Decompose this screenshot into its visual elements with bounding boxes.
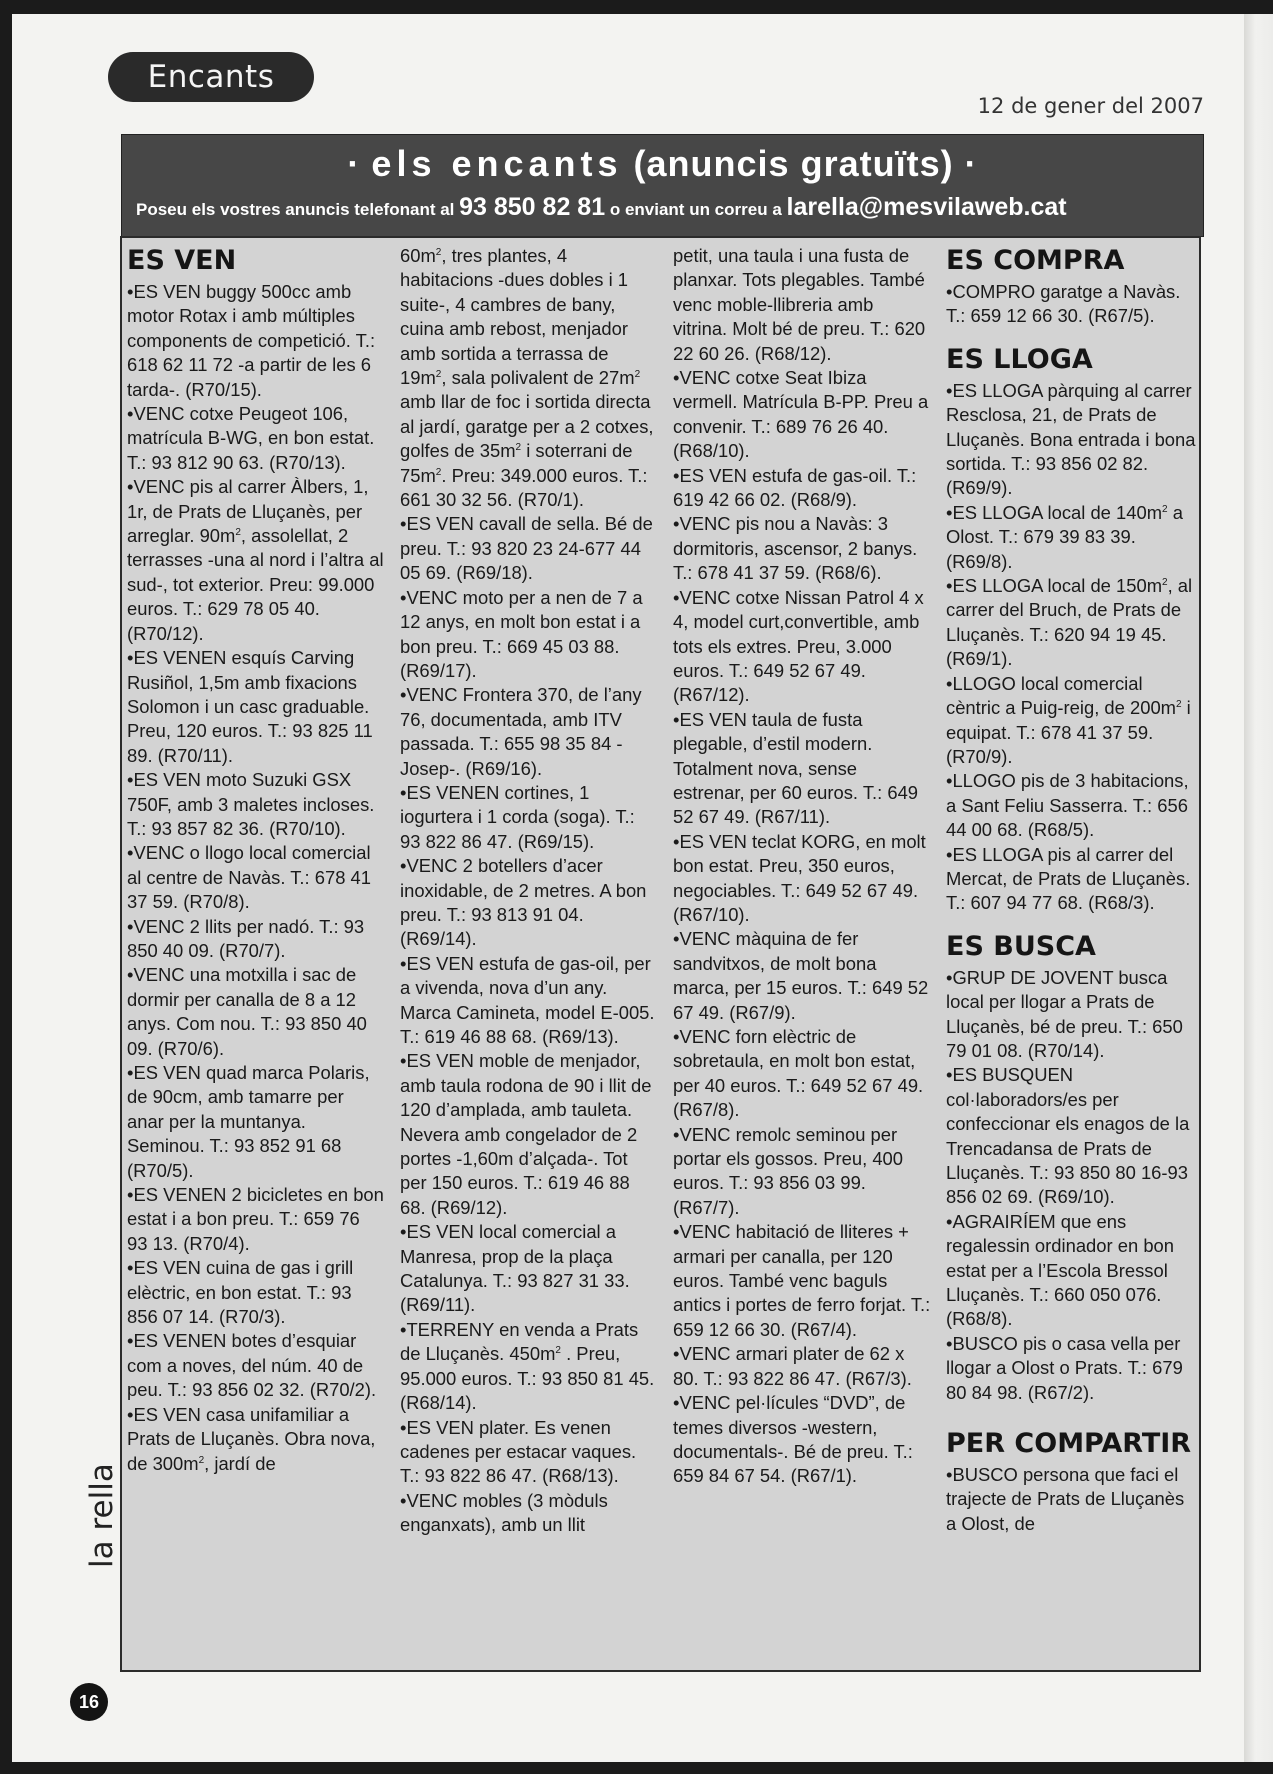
- classified-ad: •GRUP DE JOVENT busca local per llogar a Prats de Lluçanès, bé de preu. T.: 650 79 01 08. (R70/14).: [946, 966, 1183, 1061]
- banner-email: larella@mesvilaweb.cat: [786, 193, 1067, 221]
- classifieds-banner: [121, 134, 1204, 237]
- column-1: [127, 244, 385, 1476]
- classified-ad: •ES LLOGA pis al carrer del Mercat, de Prats de Lluçanès. T.: 607 94 77 68. (R68/3).: [946, 843, 1191, 914]
- ads-list: [127, 280, 385, 1476]
- classified-ad: •ES VEN estufa de gas-oil. T.: 619 42 66 02. (R68/9).: [673, 464, 917, 511]
- classified-ad: •ES LLOGA local de $140m^2$ a Olost. T.: 679 39 83 39. (R69/8).: [946, 501, 1183, 572]
- ads-list: [673, 244, 931, 1489]
- classified-ad: •VENC remolc seminou per portar els gossos. Preu, 400 euros. T.: 93 856 03 99. (R67/7).: [673, 1123, 904, 1218]
- classified-ad: •ES VENEN 2 bicicletes en bon estat i a bon preu. T.: 659 76 93 13. (R70/4).: [127, 1184, 384, 1254]
- classified-ad: •VENC pel·lícules “DVD”, de temes diversos -western, documentals-. Bé de preu. T.: 659 84 67 54. (R67/1).: [673, 1392, 913, 1487]
- ads-list: [400, 244, 658, 1538]
- classified-ad: •VENC màquina de fer sandvitxos, de molt bona marca, per 15 euros. T.: 649 52 67 49. (R67/9).: [673, 928, 929, 1023]
- heading-es-compra: ES COMPRA: [946, 245, 1125, 276]
- banner-phone: 93 850 82 81: [459, 193, 606, 221]
- classified-ad: •ES VENEN botes d’esquiar com a noves, del núm. 40 de peu. T.: 93 856 02 32. (R70/2).: [127, 1330, 377, 1401]
- page-spine: [1244, 14, 1273, 1762]
- classified-ad: •ES VEN plater. Es venen cadenes per estacar vaques. T.: 93 822 86 47. (R68/13).: [400, 1416, 637, 1487]
- classified-ad: •VENC moto per a nen de 7 a 12 anys, en molt bon estat i a bon preu. T.: 669 45 03 88. (R69/17).: [400, 586, 643, 681]
- classified-ad: •VENC 2 llits per nadó. T.: 93 850 40 09. (R70/7).: [127, 915, 365, 961]
- classified-ad: •BUSCO persona que faci el trajecte de Prats de Lluçanès a Olost, de: [946, 1464, 1185, 1534]
- page-number: 16: [70, 1683, 108, 1721]
- classified-ad: •VENC mobles (3 mòduls enganxats), amb un llit: [400, 1489, 608, 1536]
- classified-ad: •VENC Frontera 370, de l’any 76, documentada, amb ITV passada. T.: 655 98 35 84 -Josep-. (R69/16).: [400, 684, 642, 779]
- ads-list: [946, 1463, 1198, 1536]
- classified-ad: •ES VENEN esquís Carving Rusiñol, 1,5m amb fixacions Solomon i un casc graduable. Preu, 120 euros. T.: 93 825 11 89. (R70/11).: [127, 647, 373, 766]
- classified-ad: •ES BUSQUEN col·laboradors/es per confeccionar els enagos de la Trencadansa de Prats de Lluçanès. T.: 93 850 80 16-93 856 02 69. (R69/10).: [946, 1064, 1190, 1208]
- classified-ad: •ES VEN local comercial a Manresa, prop de la plaça Catalunya. T.: 93 827 31 33. (R69/11).: [400, 1221, 630, 1316]
- classified-ad: •VENC 2 botellers d’acer inoxidable, de 2 metres. A bon preu. T.: 93 813 91 04. (R69/14).: [400, 855, 647, 950]
- classified-ad: •ES VEN teclat KORG, en molt bon estat. Preu, 350 euros, negociables. T.: 649 52 67 49. (R67/10).: [673, 830, 926, 925]
- heading-per-compartir: PER COMPARTIR: [946, 1428, 1192, 1460]
- classified-ad: •ES VENEN cortines, 1 iogurtera i 1 corda (soga). T.: 93 822 86 47. (R69/15).: [400, 781, 635, 852]
- ads-list: [946, 379, 1198, 916]
- classified-ad: •VENC cotxe Seat Ibiza vermell. Matrícula B-PP. Preu a convenir. T.: 689 76 26 40. (R68/10).: [673, 367, 929, 462]
- classified-ad: •VENC cotxe Nissan Patrol 4 x 4, model curt,convertible, amb tots els extres. Preu, 3.000 euros. T.: 649 52 67 49. (R67/12).: [673, 586, 924, 706]
- heading-es-ven: ES VEN: [127, 245, 237, 276]
- classified-ad: •ES VEN taula de fusta plegable, d’estil modern. Totalment nova, sense estrenar, per 60 euros. T.: 649 52 67 49. (R67/11).: [673, 708, 919, 828]
- column-2: [400, 244, 658, 1538]
- column-3: [673, 244, 931, 1489]
- classified-ad: •COMPRO garatge a Navàs. T.: 659 12 66 30. (R67/5).: [946, 281, 1181, 327]
- banner-sub-prefix: Poseu els vostres anuncis telefonant al: [136, 200, 455, 219]
- classified-ad: petit, una taula i una fusta de planxar. Tots plegables. També venc moble-llibreria amb vitrina. Molt bé de preu. T.: 620 22 60 26. (R68/12).: [673, 245, 926, 364]
- classified-ad: •ES VEN buggy 500cc amb motor Rotax i amb múltiples components de competició. T.: 618 62 11 72 -a partir de les 6 tarda-. (R70/15).: [127, 281, 376, 400]
- classified-ad: •LLOGO pis de 3 habitacions, a Sant Feliu Sasserra. T.: 656 44 00 68. (R68/5).: [946, 770, 1189, 841]
- classified-ad: •BUSCO pis o casa vella per llogar a Olost o Prats. T.: 679 80 84 98. (R67/2).: [946, 1332, 1183, 1403]
- classified-ad: •ES VEN moto Suzuki GSX 750F, amb 3 maletes incloses. T.: 93 857 82 36. (R70/10).: [127, 769, 375, 839]
- classified-ad: •ES LLOGA pàrquing al carrer Resclosa, 21, de Prats de Lluçanès. Bona entrada i bona sortida. T.: 93 856 02 82. (R69/9).: [946, 379, 1196, 499]
- classified-ad: $60m^2$, tres plantes, 4 habitacions -dues dobles i 1 suite-, 4 cambres de bany, cuina amb rebost, menjador amb sortida a terrassa de $19m^2$, sala polivalent de $27m^2$ amb llar de foc i sortida directa al jardí, garatge per a 2 cotxes, golfes de $35m^2$ i soterrani de $75m^2$. Preu: 349.000 euros. T.: 661 30 32 56. (R70/1).: [400, 245, 654, 511]
- issue-date: 12 de gener del 2007: [977, 94, 1204, 118]
- column-4: [946, 244, 1198, 1536]
- banner-subtitle: [136, 193, 1193, 222]
- ads-list: [946, 966, 1198, 1405]
- ads-list: [946, 280, 1198, 329]
- classified-ad: •ES VEN estufa de gas-oil, per a vivenda, nova d’un any. Marca Camineta, model E-005. T.: 619 46 88 68. (R69/13).: [400, 952, 655, 1047]
- classified-ad: •VENC armari plater de 62 x 80. T.: 93 822 86 47. (R67/3).: [673, 1343, 912, 1389]
- classified-ad: •VENC forn elèctric de sobretaula, en molt bon estat, per 40 euros. T.: 649 52 67 49. (R67/8).: [673, 1026, 924, 1121]
- section-tab: Encants: [108, 52, 314, 102]
- classified-ad: •ES VEN moble de menjador, amb taula rodona de 90 i llit de 120 d’amplada, amb tauleta. Nevera amb congelador de 2 portes -1,60m d’alçada-. Tot per 150 euros. T.: 619 46 88 68. (R69/12).: [400, 1050, 652, 1218]
- banner-bullet-left: ·: [347, 143, 361, 184]
- classified-ad: •VENC habitació de lliteres + armari per canalla, per 120 euros. També venc baguls antics i portes de ferro forjat. T.: 659 12 66 30. (R67/4).: [673, 1221, 931, 1340]
- heading-es-busca: ES BUSCA: [946, 930, 1096, 962]
- classified-ad: •VENC o llogo local comercial al centre de Navàs. T.: 678 41 37 59. (R70/8).: [127, 842, 371, 913]
- classified-ad: •ES VEN casa unifamiliar a Prats de Lluçanès. Obra nova, de $300m^2$, jardí de: [127, 1403, 376, 1474]
- classified-ad: •LLOGO local comercial cèntric a Puig-reig, de $200m^2$ i equipat. T.: 678 41 37 59. (R70/9).: [946, 672, 1191, 767]
- classifieds-box: [120, 236, 1201, 1672]
- banner-title: [122, 143, 1203, 185]
- classified-ad: •ES VEN cuina de gas i grill elèctric, en bon estat. T.: 93 856 07 14. (R70/3).: [127, 1257, 354, 1328]
- classified-ad: •VENC una motxilla i sac de dormir per canalla de 8 a 12 anys. Com nou. T.: 93 850 40 09. (R70/6).: [127, 964, 367, 1059]
- banner-title-main: els encants: [371, 143, 623, 184]
- classified-ad: •ES VEN cavall de sella. Bé de preu. T.: 93 820 23 24-677 44 05 69. (R69/18).: [400, 513, 653, 584]
- banner-sub-middle: o enviant un correu a: [609, 200, 782, 219]
- classified-ad: •TERRENY en venda a Prats de Lluçanès. $450m^2$ . Preu, 95.000 euros. T.: 93 850 81 45. (R68/14).: [400, 1318, 655, 1414]
- classified-ad: •VENC cotxe Peugeot 106, matrícula B-WG, en bon estat. T.: 93 812 90 63. (R70/13).: [127, 403, 375, 473]
- classified-ad: •VENC pis al carrer Àlbers, 1, 1r, de Prats de Lluçanès, per arreglar. $90m^2$, assolellat, 2 terrasses -una al nord i l’altra al sud-, tot exterior. Preu: 99.000 euros. T.: 629 78 05 40. (R70/12).: [127, 476, 384, 644]
- classified-ad: •ES VEN quad marca Polaris, de 90cm, amb tamarre per anar per la muntanya. Seminou. T.: 93 852 91 68 (R70/5).: [127, 1062, 370, 1181]
- classified-ad: •AGRAIRÍEM que ens regalessin ordinador en bon estat per a l’Escola Bressol Lluçanès. T.: 660 050 076. (R68/8).: [946, 1210, 1174, 1330]
- classified-ad: •ES LLOGA local de $150m^2$, al carrer del Bruch, de Prats de Lluçanès. T.: 620 94 19 45. (R69/1).: [946, 575, 1193, 670]
- banner-bullet-right: ·: [964, 143, 978, 184]
- classified-ad: •VENC pis nou a Navàs: 3 dormitoris, ascensor, 2 banys. T.: 678 41 37 59. (R68/6).: [673, 513, 918, 584]
- magazine-name: la rella: [84, 1463, 120, 1568]
- banner-title-rest: (anuncis gratuïts): [633, 143, 954, 184]
- heading-es-lloga: ES LLOGA: [946, 343, 1093, 375]
